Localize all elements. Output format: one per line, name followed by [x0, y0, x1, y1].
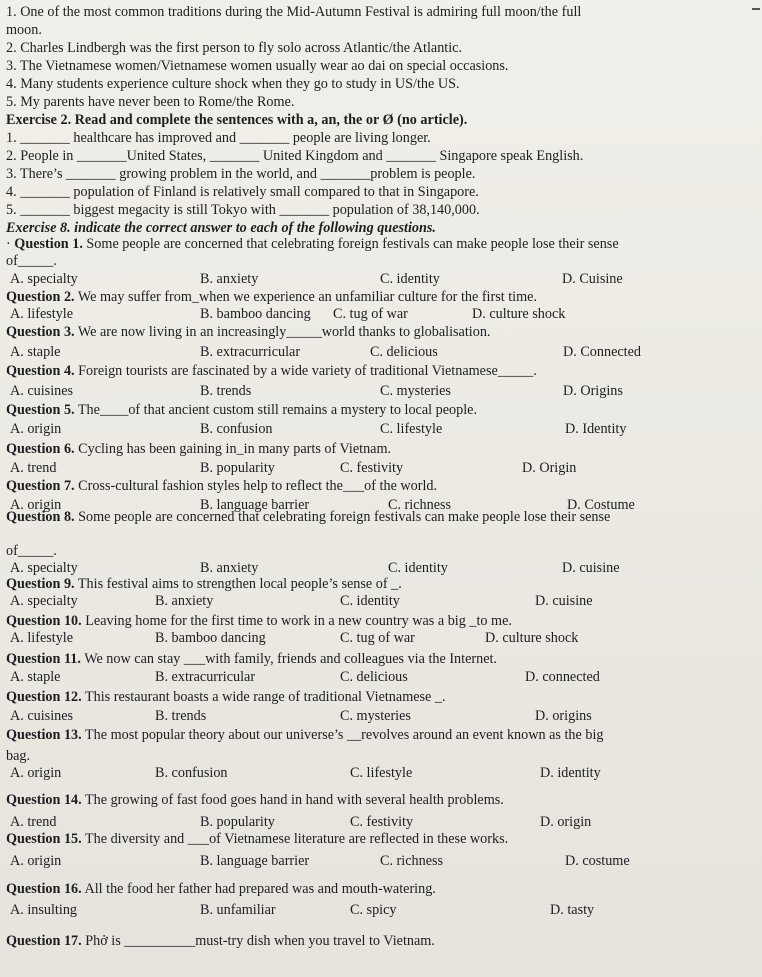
- question-9-stem: Question 9. This festival aims to strengthen local people’s sense of _.: [6, 576, 402, 592]
- question-5-option-a[interactable]: A. origin: [10, 421, 62, 437]
- question-3-option-c[interactable]: C. delicious: [370, 344, 438, 360]
- question-10-option-b[interactable]: B. bamboo dancing: [155, 630, 266, 646]
- question-10-option-c[interactable]: C. tug of war: [340, 630, 415, 646]
- question-6-number: Question 6.: [6, 441, 75, 457]
- question-1-stem-continued: of_____.: [6, 253, 57, 269]
- text-line-9: 2. People in _______United States, _______ United Kingdom and _______ Singapore speak English.: [6, 148, 584, 164]
- question-7-option-c[interactable]: C. richness: [388, 497, 452, 513]
- question-12-option-d[interactable]: D. origins: [535, 708, 592, 724]
- question-12-number: Question 12.: [6, 689, 82, 705]
- question-9-option-c[interactable]: C. identity: [340, 593, 400, 609]
- question-15-number: Question 15.: [6, 831, 82, 847]
- text-line-3: 2. Charles Lindbergh was the first person to fly solo across Atlantic/the Atlantic.: [6, 40, 463, 56]
- question-14-number: Question 14.: [6, 792, 82, 808]
- text-line-8: 1. _______ healthcare has improved and _______ people are living longer.: [6, 130, 431, 146]
- question-10-number: Question 10.: [6, 613, 82, 629]
- question-12-option-c[interactable]: C. mysteries: [340, 708, 411, 724]
- question-3-option-a[interactable]: A. staple: [10, 344, 61, 360]
- text-line-7: Exercise 2. Read and complete the sentences with a, an, the or Ø (no article).: [6, 112, 468, 128]
- question-11-option-c[interactable]: C. delicious: [340, 669, 408, 685]
- question-5-number: Question 5.: [6, 402, 75, 418]
- question-14-stem: Question 14. The growing of fast food goes hand in hand with several health problems.: [6, 792, 504, 808]
- question-12-option-b[interactable]: B. trends: [155, 708, 207, 724]
- question-1-option-b[interactable]: B. anxiety: [200, 271, 259, 287]
- question-4-number: Question 4.: [6, 363, 75, 379]
- question-2-number: Question 2.: [6, 289, 75, 305]
- question-1-stem: · Question 1. Some people are concerned that celebrating foreign festivals can make people lose their sense: [6, 236, 619, 252]
- question-11-number: Question 11.: [6, 651, 81, 667]
- question-12-option-a[interactable]: A. cuisines: [10, 708, 74, 724]
- question-4-option-d[interactable]: D. Origins: [563, 383, 623, 399]
- question-15-option-c[interactable]: C. richness: [380, 853, 444, 869]
- question-9-number: Question 9.: [6, 576, 75, 592]
- question-13-stem-continued: bag.: [6, 748, 31, 764]
- question-10-option-a[interactable]: A. lifestyle: [10, 630, 74, 646]
- question-13-option-b[interactable]: B. confusion: [155, 765, 228, 781]
- question-9-option-a[interactable]: A. specialty: [10, 593, 78, 609]
- question-9-option-b[interactable]: B. anxiety: [155, 593, 214, 609]
- question-13-number: Question 13.: [6, 727, 82, 743]
- question-4-option-b[interactable]: B. trends: [200, 383, 252, 399]
- question-6-stem: Question 6. Cycling has been gaining in_in many parts of Vietnam.: [6, 441, 392, 457]
- question-16-option-d[interactable]: D. tasty: [550, 902, 595, 918]
- question-5-stem: Question 5. The____of that ancient custom still remains a mystery to local people.: [6, 402, 477, 418]
- question-8-number: Question 8.: [6, 509, 75, 525]
- question-6-option-d[interactable]: D. Origin: [522, 460, 577, 476]
- text-line-5: 4. Many students experience culture shock when they go to study in US/the US.: [6, 76, 460, 92]
- question-3-stem: Question 3. We are now living in an increasingly_____world thanks to globalisation.: [6, 324, 491, 340]
- question-15-option-a[interactable]: A. origin: [10, 853, 62, 869]
- question-5-option-b[interactable]: B. confusion: [200, 421, 273, 437]
- question-1-option-d[interactable]: D. Cuisine: [562, 271, 623, 287]
- question-7-option-b[interactable]: B. language barrier: [200, 497, 310, 513]
- question-2-stem: Question 2. We may suffer from_when we experience an unfamiliar culture for the first time.: [6, 289, 537, 305]
- question-8-stem-continued: of_____.: [6, 543, 57, 559]
- question-13-option-c[interactable]: C. lifestyle: [350, 765, 413, 781]
- text-line-12: 5. _______ biggest megacity is still Tokyo with _______ population of 38,140,000.: [6, 202, 480, 218]
- question-7-option-a[interactable]: A. origin: [10, 497, 62, 513]
- question-1-option-a[interactable]: A. specialty: [10, 271, 78, 287]
- question-7-stem: Question 7. Cross-cultural fashion styles help to reflect the___of the world.: [6, 478, 438, 494]
- question-2-option-d[interactable]: D. culture shock: [472, 306, 566, 322]
- question-15-option-b[interactable]: B. language barrier: [200, 853, 310, 869]
- text-line-4: 3. The Vietnamese women/Vietnamese women usually wear ao dai on special occasions.: [6, 58, 509, 74]
- question-6-option-b[interactable]: B. popularity: [200, 460, 275, 476]
- question-9-option-d[interactable]: D. cuisine: [535, 593, 593, 609]
- text-line-10: 3. There’s _______ growing problem in the world, and _______problem is people.: [6, 166, 476, 182]
- question-8-option-b[interactable]: B. anxiety: [200, 560, 259, 576]
- question-14-option-a[interactable]: A. trend: [10, 814, 57, 830]
- question-11-option-b[interactable]: B. extracurricular: [155, 669, 256, 685]
- question-15-option-d[interactable]: D. costume: [565, 853, 630, 869]
- question-13-option-d[interactable]: D. identity: [540, 765, 601, 781]
- question-4-option-c[interactable]: C. mysteries: [380, 383, 451, 399]
- text-line-6: 5. My parents have never been to Rome/the Rome.: [6, 94, 295, 110]
- question-3-option-d[interactable]: D. Connected: [563, 344, 642, 360]
- question-12-stem: Question 12. This restaurant boasts a wide range of traditional Vietnamese _.: [6, 689, 446, 705]
- question-7-option-d[interactable]: D. Costume: [567, 497, 635, 513]
- text-line-11: 4. _______ population of Finland is relatively small compared to that in Singapore.: [6, 184, 479, 200]
- question-4-option-a[interactable]: A. cuisines: [10, 383, 74, 399]
- question-6-option-c[interactable]: C. festivity: [340, 460, 404, 476]
- question-2-option-a[interactable]: A. lifestyle: [10, 306, 74, 322]
- question-8-option-a[interactable]: A. specialty: [10, 560, 78, 576]
- text-line-13: Exercise 8. indicate the correct answer to each of the following questions.: [6, 220, 436, 236]
- question-1-number: Question 1.: [14, 236, 83, 252]
- question-6-option-a[interactable]: A. trend: [10, 460, 57, 476]
- question-8-option-d[interactable]: D. cuisine: [562, 560, 620, 576]
- question-17-number: Question 17.: [6, 933, 82, 949]
- question-1-option-c[interactable]: C. identity: [380, 271, 440, 287]
- question-15-stem: Question 15. The diversity and ___of Vietnamese literature are reflected in these works.: [6, 831, 509, 847]
- question-13-option-a[interactable]: A. origin: [10, 765, 62, 781]
- question-11-stem: Question 11. We now can stay ___with family, friends and colleagues via the Internet.: [6, 651, 497, 667]
- question-16-number: Question 16.: [6, 881, 82, 897]
- question-17-stem: Question 17. Phở is __________must-try dish when you travel to Vietnam.: [6, 933, 435, 949]
- text-line-2: moon.: [6, 22, 42, 38]
- question-10-option-d[interactable]: D. culture shock: [485, 630, 579, 646]
- question-7-number: Question 7.: [6, 478, 75, 494]
- question-2-option-c[interactable]: C. tug of war: [333, 306, 408, 322]
- question-14-option-b[interactable]: B. popularity: [200, 814, 275, 830]
- question-3-option-b[interactable]: B. extracurricular: [200, 344, 301, 360]
- question-14-option-c[interactable]: C. festivity: [350, 814, 414, 830]
- question-16-stem: Question 16. All the food her father had prepared was and mouth-watering.: [6, 881, 436, 897]
- question-16-option-c[interactable]: C. spicy: [350, 902, 397, 918]
- question-16-option-a[interactable]: A. insulting: [10, 902, 78, 918]
- question-11-option-a[interactable]: A. staple: [10, 669, 61, 685]
- question-4-stem: Question 4. Foreign tourists are fascinated by a wide variety of traditional Vietnamese_____.: [6, 363, 537, 379]
- question-10-stem: Question 10. Leaving home for the first time to work in a new country was a big _to me.: [6, 613, 512, 629]
- question-8-option-c[interactable]: C. identity: [388, 560, 448, 576]
- question-3-number: Question 3.: [6, 324, 75, 340]
- question-5-option-c[interactable]: C. lifestyle: [380, 421, 443, 437]
- question-16-option-b[interactable]: B. unfamiliar: [200, 902, 276, 918]
- question-8-stem: Question 8. Some people are concerned that celebrating foreign festivals can make people lose their sense: [6, 509, 611, 525]
- question-11-option-d[interactable]: D. connected: [525, 669, 600, 685]
- text-line-1: 1. One of the most common traditions during the Mid-Autumn Festival is admiring full moon/the full: [6, 4, 582, 20]
- question-2-option-b[interactable]: B. bamboo dancing: [200, 306, 311, 322]
- question-13-stem: Question 13. The most popular theory about our universe’s __revolves around an event known as the big: [6, 727, 604, 743]
- question-14-option-d[interactable]: D. origin: [540, 814, 592, 830]
- question-5-option-d[interactable]: D. Identity: [565, 421, 627, 437]
